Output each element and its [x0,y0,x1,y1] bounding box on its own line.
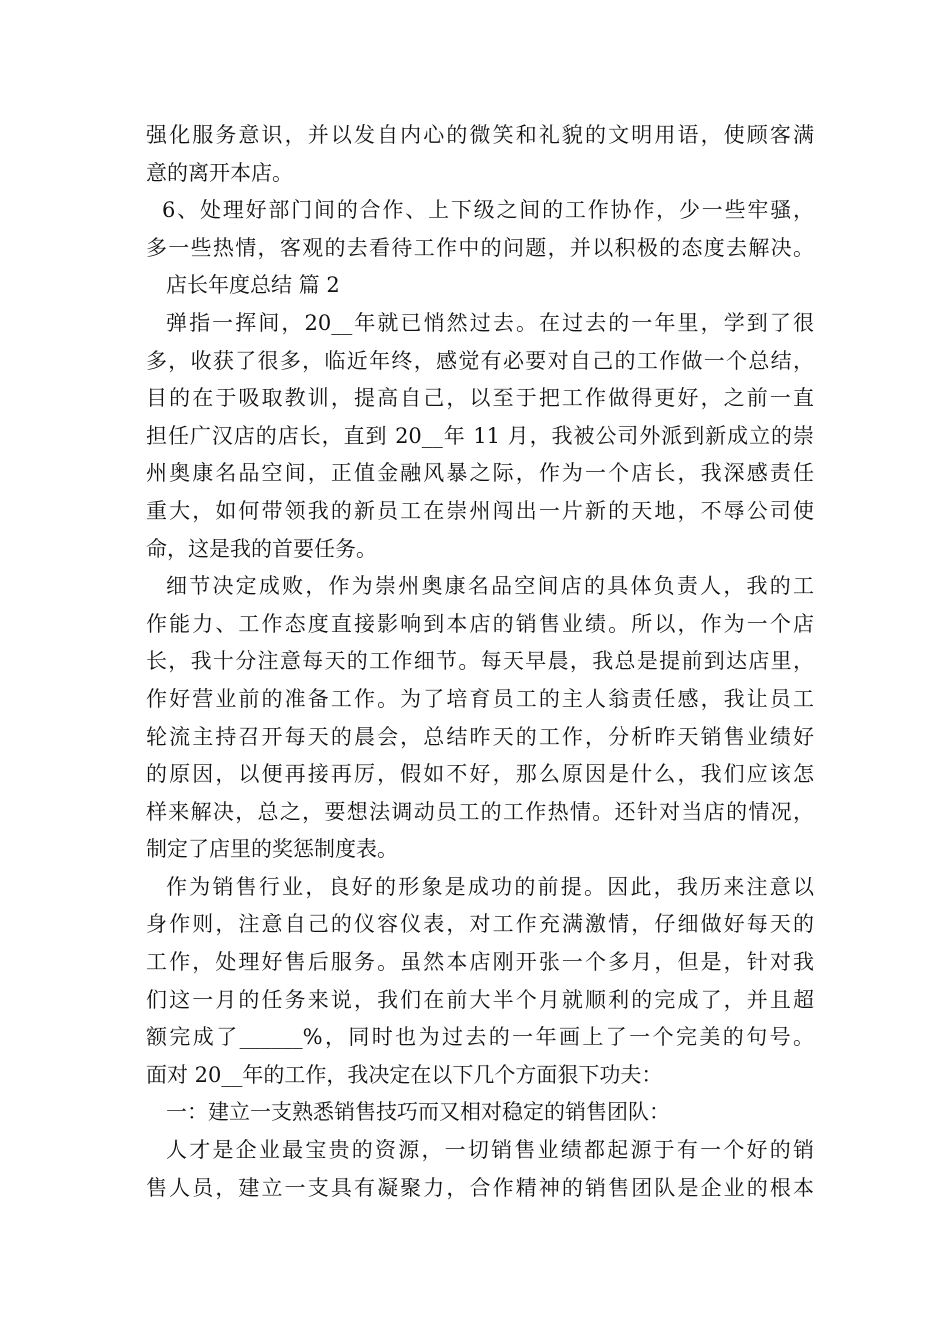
text-line: 一：建立一支熟悉销售技巧而又相对稳定的销售团队： [166,1100,670,1125]
text-line: 工作，处理好售后服务。虽然本店刚开张一个多月，但是，针对我 [146,950,814,975]
text-line: 细节决定成败，作为崇州奥康名品空间店的具体负责人，我的工 [166,574,814,599]
text-line: 命，这是我的首要任务。 [146,536,377,561]
text-line: 人才是企业最宝贵的资源，一切销售业绩都起源于有一个好的销 [166,1138,814,1163]
text-line: 样来解决，总之，要想法调动员工的工作热情。还针对当店的情况， [146,799,814,824]
text-line: 担任广汉店的店长，直到 20__年 11 月，我被公司外派到新成立的崇 [146,423,814,448]
text-line: 强化服务意识，并以发自内心的微笑和礼貌的文明用语，使顾客满 [146,123,814,147]
text-line: 身作则，注意自己的仪容仪表，对工作充满激情，仔细做好每天的 [146,912,814,937]
text-line: 作能力、工作态度直接影响到本店的销售业绩。所以，作为一个店 [146,611,814,636]
text-line: 制定了店里的奖惩制度表。 [146,837,398,862]
text-line: 作为销售行业，良好的形象是成功的前提。因此，我历来注意以 [166,874,814,899]
text-line: 目的在于吸取教训，提高自己，以至于把工作做得更好，之前一直 [146,386,814,411]
text-line: 售人员，建立一支具有凝聚力，合作精神的销售团队是企业的根本 [146,1175,814,1200]
text-line: 多一些热情，客观的去看待工作中的问题，并以积极的态度去解决。 [146,235,814,260]
document-page [146,117,814,1207]
text-line: 长，我十分注意每天的工作细节。每天早晨，我总是提前到达店里， [146,649,814,674]
text-line: 意的离开本店。 [146,160,293,185]
section-heading: 店长年度总结 篇 2 [166,273,340,298]
text-line: 6、处理好部门间的合作、上下级之间的工作协作，少一些牢骚， [162,198,814,223]
text-line: 州奥康名品空间，正值金融风暴之际，作为一个店长，我深感责任 [146,461,814,486]
text-line: 作好营业前的准备工作。为了培育员工的主人翁责任感，我让员工 [146,686,814,711]
text-line: 轮流主持召开每天的晨会，总结昨天的工作，分析昨天销售业绩好 [146,724,814,749]
text-line: 多，收获了很多，临近年终，感觉有必要对自己的工作做一个总结， [146,348,814,373]
text-line: 重大，如何带领我的新员工在崇州闯出一片新的天地，不辱公司使 [146,498,814,523]
text-line: 的原因，以便再接再厉，假如不好，那么原因是什么，我们应该怎 [146,762,814,787]
text-line: 们这一月的任务来说，我们在前大半个月就顺利的完成了，并且超 [146,987,814,1012]
text-line: 额完成了______%，同时也为过去的一年画上了一个完美的句号。 [146,1025,814,1050]
text-line: 弹指一挥间，20__年就已悄然过去。在过去的一年里，学到了很 [166,310,814,335]
text-line: 面对 20__年的工作，我决定在以下几个方面狠下功夫： [146,1062,663,1087]
